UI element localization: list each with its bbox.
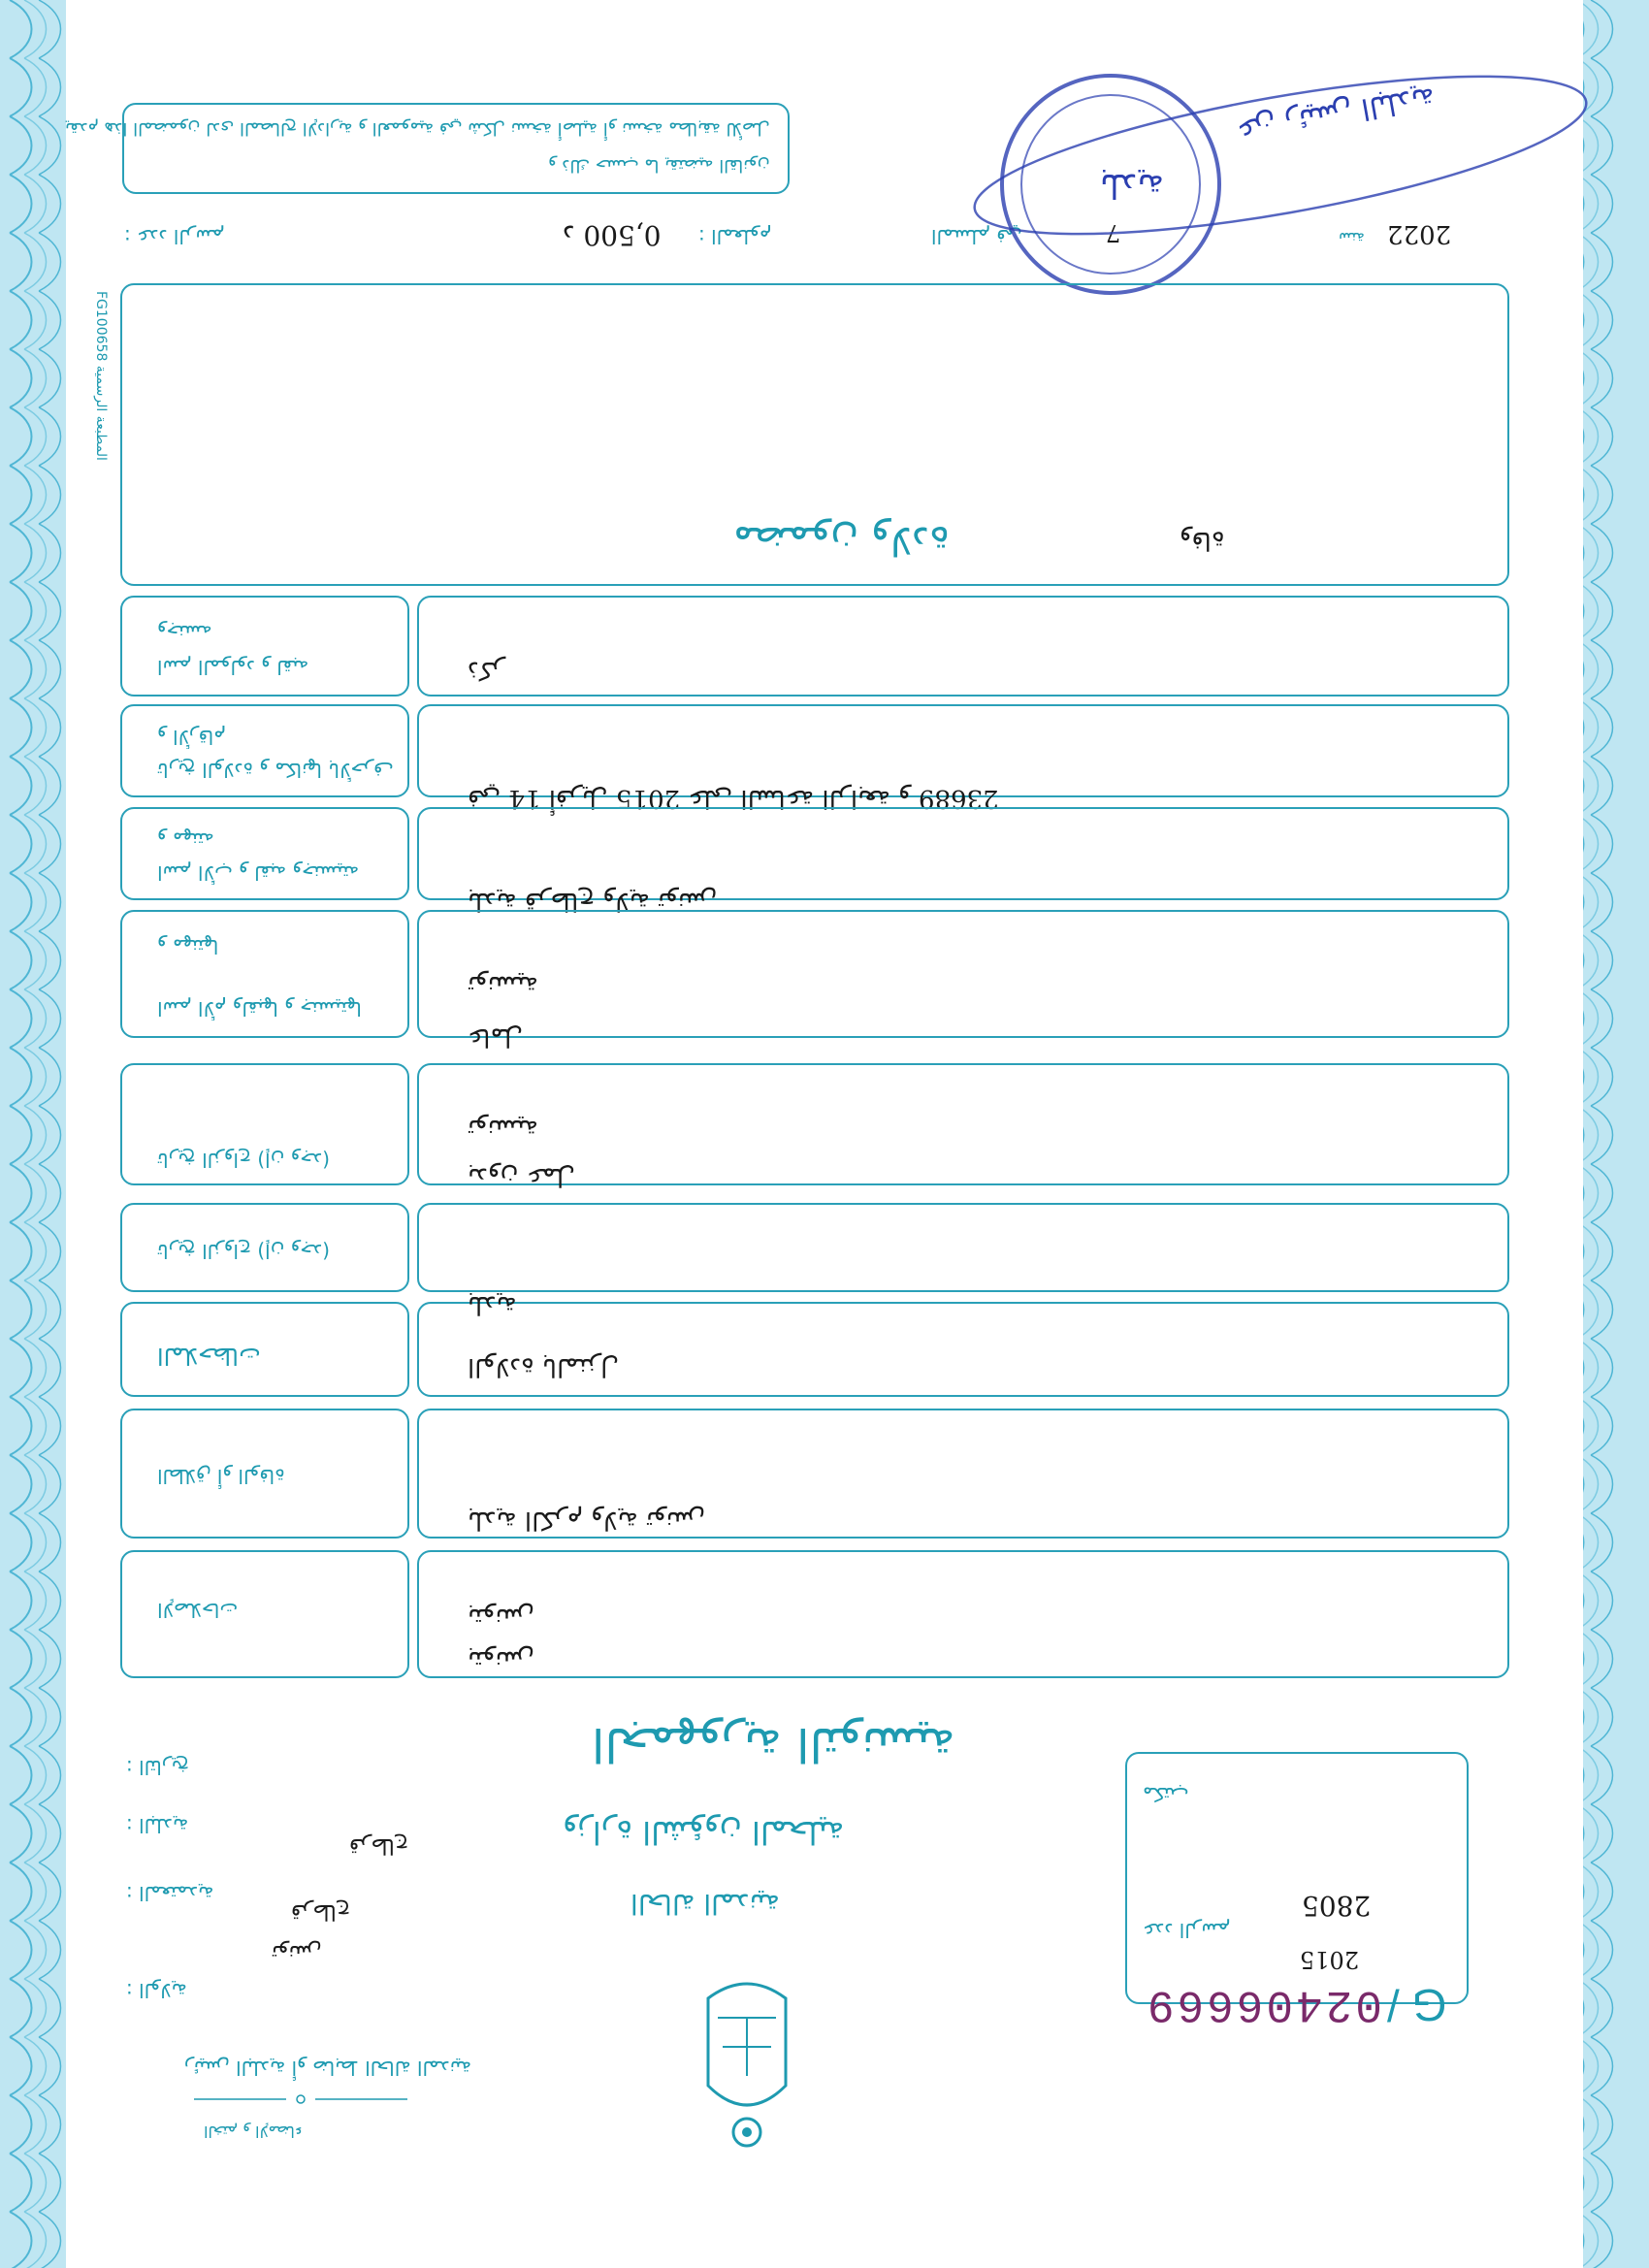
field-value-corrections-2: بتونس	[468, 1645, 534, 1674]
value-cell-7	[417, 1290, 1509, 1397]
issued-label: المسلم في	[931, 225, 1022, 248]
stamp-text: بلدية	[1099, 166, 1164, 205]
municipality-value: قرطاج	[349, 1833, 409, 1858]
value-cell-3	[417, 807, 1509, 916]
label-cell-6: تاريخ الزواج (إن وجد)	[120, 1203, 409, 1292]
serial-number: 02406669	[1145, 1979, 1382, 2029]
field-value-birthdate: في 14 أفريل 2015 على الساعة الرابعة و 23689	[468, 784, 999, 813]
delegation-value: قرطاج	[291, 1899, 351, 1924]
notice-box	[65, 103, 790, 194]
field-value-notes: الولادة بالمنزل	[468, 1352, 620, 1381]
notice-line-2: و ذلك حسب ما يقتضيه القانون	[548, 155, 770, 176]
governorate-value: تونس	[272, 1940, 322, 1964]
reg-year-value: 2015	[1300, 1946, 1360, 1973]
right-guilloche-border	[1552, 0, 1649, 2268]
field-value-sex: ذكر	[468, 656, 505, 685]
notice-line-1: يقدم هذا المضمون لدى المصالح الإدارية و العمومية في شكل نسخة أصلية أو نسخة مطابقة للأصل	[65, 118, 770, 139]
value-cell-5	[417, 1063, 1509, 1191]
registry-label: عدد الرسم :	[124, 225, 225, 248]
reg-number-value: 2805	[1302, 1890, 1372, 1922]
reg-number-label: عدد الرسم	[1143, 1919, 1231, 1942]
registration-box	[1125, 1752, 1469, 2004]
footer-republic: الجمهورية التونسية	[592, 1717, 955, 1771]
serial-prefix: G /	[1387, 1980, 1447, 2030]
field-value-corrections-1: بتونس	[468, 1603, 534, 1632]
value-cell-6	[417, 1203, 1509, 1292]
mayor-label: رئيس البلدية أو ضابط الحالة المدنية	[184, 2057, 471, 2080]
signed-label: الختم و الإمضاء	[204, 2122, 303, 2141]
label-cell-5: تاريخ الزواج (إن وجد)	[120, 1063, 409, 1185]
left-guilloche-border	[0, 0, 97, 2268]
field-value-mother-nationality: تونسية	[468, 1114, 538, 1143]
label-cell-8: الطلاق أو الوفاة	[120, 1409, 409, 1539]
year-value: 2022	[1387, 219, 1452, 248]
label-cell-7: الملاحظات	[120, 1302, 409, 1397]
stamp-fee-label: المعلوم :	[698, 225, 772, 248]
official-stamp	[970, 39, 1591, 310]
field-value-father-nationality: تونسية	[468, 970, 538, 999]
value-cell-2	[417, 704, 1509, 813]
year-label: سنة	[1339, 229, 1365, 247]
office-label: مكتب	[1143, 1783, 1189, 1806]
footer-department: الحالة المدنية	[630, 1888, 780, 1920]
label-cell-9: الإصلاحات	[120, 1550, 409, 1678]
field-value-divorce: بلدية الكرم ولاية تونس	[468, 1506, 706, 1535]
coat-of-arms-icon	[689, 1979, 805, 2154]
footer-ministry: وزارة الشؤون المحلية	[563, 1814, 845, 1851]
stamp-signature-text: عن رئيس البلدية	[1234, 79, 1439, 148]
governorate-label: الولاية :	[126, 1979, 187, 2002]
label-cell-2: تاريخ الولادة و مكانها بالأحرف و الأرقام	[120, 704, 409, 797]
title-box	[120, 283, 1509, 586]
field-value-place: بلدية قرطاج ولاية تونس	[468, 887, 718, 916]
field-value-mother-job: بدون عمل	[468, 1162, 576, 1191]
field-value-marriage: بلدية	[468, 1290, 517, 1319]
field-value-father-job: عامل	[468, 1022, 524, 1052]
value-cell-4	[417, 910, 1509, 1052]
value-cell-9	[417, 1550, 1509, 1678]
document-subtitle: وفاة	[1180, 526, 1225, 555]
signature-divider	[194, 2091, 407, 2107]
side-reference: FG100658 المطبعة الرسمية	[93, 291, 109, 461]
municipality-label: البلدية :	[126, 1814, 189, 1837]
value-cell-8	[417, 1409, 1509, 1539]
delegation-label: المعتمدية :	[126, 1882, 214, 1905]
value-cell-1	[417, 596, 1509, 697]
label-cell-1: اسم المولود و لقبه وجنسه	[120, 596, 409, 697]
date-label: التاريخ :	[126, 1756, 190, 1779]
issued-value: 7	[1106, 219, 1121, 246]
document-title: مضمون ولادة	[733, 518, 950, 563]
label-cell-4: اسم الأم ولقبها و جنسيتها و مهنتها	[120, 910, 409, 1038]
stamp-fee-value: 0,500 د	[563, 219, 662, 251]
label-cell-3: اسم الأب و لقبه وجنسيته و مهنته	[120, 807, 409, 900]
